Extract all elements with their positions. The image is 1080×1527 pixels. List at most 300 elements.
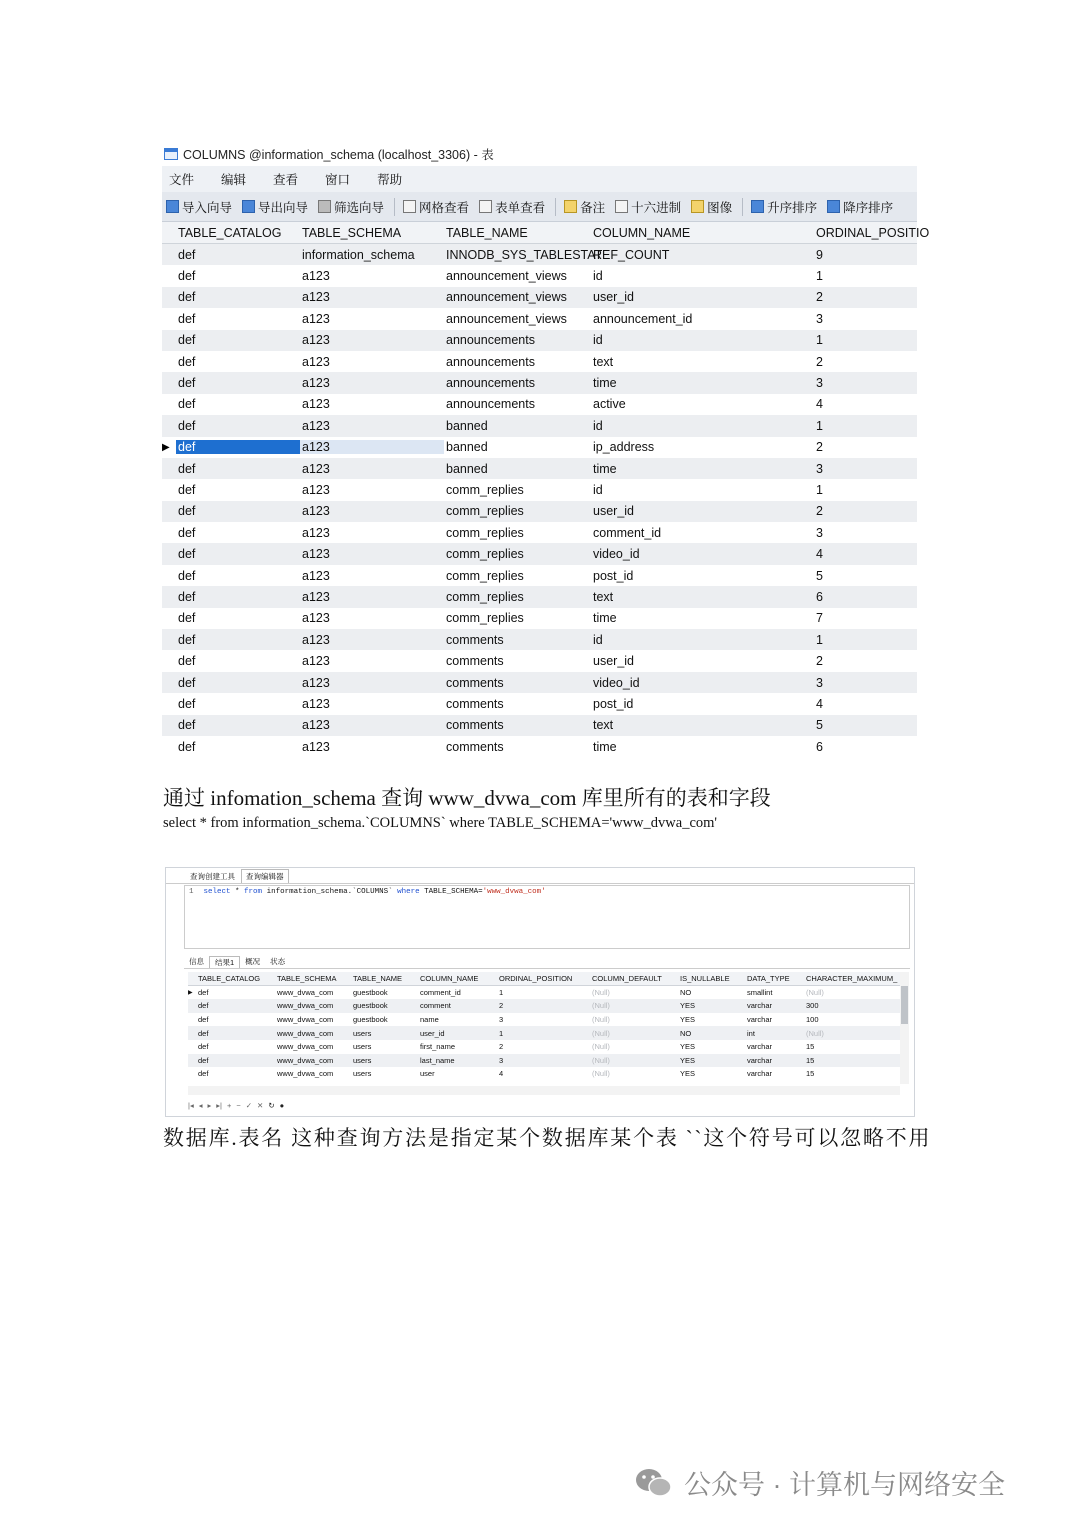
table-cell[interactable]: 3 (816, 461, 823, 476)
memo-button[interactable] (564, 198, 605, 216)
table-row[interactable] (162, 672, 917, 693)
result-cell[interactable]: comment (420, 1001, 451, 1011)
result-cell[interactable]: 3 (499, 1055, 504, 1065)
table-cell[interactable]: a123 (302, 718, 330, 733)
table-cell[interactable]: comments (446, 739, 504, 754)
table-row[interactable] (162, 372, 917, 393)
column-header[interactable]: COLUMN_NAME (420, 973, 479, 983)
table-cell[interactable]: def (178, 568, 196, 583)
table-cell[interactable]: comments (446, 654, 504, 669)
table-cell[interactable]: information_schema (302, 247, 415, 262)
grid-view-button[interactable] (403, 198, 469, 216)
result-cell[interactable]: users (353, 1055, 372, 1065)
table-cell[interactable]: 4 (816, 547, 823, 562)
window-titlebar (162, 142, 917, 166)
editor-tabs (166, 868, 914, 884)
result-row[interactable] (188, 1040, 900, 1054)
result-cell[interactable]: NO (680, 1028, 692, 1038)
table-cell[interactable]: time (593, 461, 617, 476)
table-cell[interactable]: a123 (302, 568, 330, 583)
table-row[interactable] (162, 693, 917, 714)
result-cell[interactable]: (Null) (806, 1028, 824, 1038)
table-cell[interactable]: a123 (302, 632, 330, 647)
table-cell[interactable]: def (178, 461, 196, 476)
result-cell[interactable]: users (353, 1028, 372, 1038)
add-record-icon[interactable]: + (226, 1100, 232, 1110)
column-header[interactable]: TABLE_NAME (353, 973, 403, 983)
table-cell[interactable]: def (178, 269, 196, 284)
sql-text: information_schema.`COLUMNS` (262, 888, 398, 896)
tab-query-editor[interactable]: 查询编辑器 (241, 869, 289, 883)
image-label: 图像 (707, 200, 733, 215)
table-cell[interactable]: a123 (302, 696, 330, 711)
table-cell[interactable]: a123 (302, 397, 330, 412)
table-cell[interactable]: announcement_views (446, 311, 567, 326)
table-cell[interactable]: text (593, 589, 614, 604)
result-cell[interactable]: comment_id (420, 987, 461, 997)
table-row[interactable] (162, 629, 917, 650)
result-cell[interactable]: www_dvwa_com (277, 1001, 334, 1011)
table-cell[interactable]: a123 (302, 376, 330, 391)
table-cell[interactable]: 1 (816, 418, 823, 433)
table-cell[interactable]: comm_replies (446, 547, 524, 562)
table-row[interactable] (162, 608, 917, 629)
table-cell[interactable]: post_id (593, 696, 634, 711)
tab-profile[interactable]: 概况 (245, 957, 261, 966)
wechat-icon (634, 1467, 674, 1499)
sort-asc-icon (751, 200, 764, 213)
result-cell[interactable]: 100 (806, 1015, 819, 1025)
table-cell[interactable]: 1 (816, 482, 823, 497)
result-cell[interactable]: 2 (499, 1001, 504, 1011)
table-cell[interactable]: def (178, 333, 196, 348)
table-cell[interactable]: def (178, 611, 196, 626)
table-cell[interactable]: comm_replies (446, 589, 524, 604)
table-cell[interactable]: def (178, 482, 196, 497)
table-cell[interactable]: a123 (302, 418, 330, 433)
table-row[interactable] (162, 394, 917, 415)
column-header[interactable]: DATA_TYPE (747, 973, 790, 983)
table-row[interactable] (162, 287, 917, 308)
column-header[interactable]: CHARACTER_MAXIMUM_ (806, 973, 898, 983)
table-row[interactable] (162, 479, 917, 500)
refresh-icon[interactable]: ↻ (268, 1100, 275, 1110)
table-cell[interactable]: 6 (816, 739, 823, 754)
tab-status[interactable]: 状态 (270, 957, 286, 966)
result-cell[interactable]: YES (680, 1055, 696, 1065)
result-cell[interactable]: varchar (747, 1055, 773, 1065)
table-cell[interactable]: video_id (593, 547, 640, 562)
menu-file[interactable]: 文件 (169, 173, 195, 187)
result-cell[interactable]: www_dvwa_com (277, 1028, 334, 1038)
result-cell[interactable]: first_name (420, 1042, 456, 1052)
table-cell[interactable]: time (593, 376, 617, 391)
table-cell[interactable]: a123 (302, 482, 330, 497)
table-cell[interactable]: 2 (816, 440, 823, 455)
table-row[interactable] (162, 437, 917, 458)
table-cell[interactable]: 4 (816, 696, 823, 711)
table-cell[interactable]: a123 (302, 589, 330, 604)
table-cell[interactable]: comm_replies (446, 504, 524, 519)
table-cell[interactable]: a123 (302, 547, 330, 562)
record-navigation-bar (188, 1099, 289, 1111)
table-cell[interactable]: 2 (816, 654, 823, 669)
sql-keyword-where: where (397, 888, 420, 896)
result-row[interactable] (188, 999, 900, 1013)
menu-view[interactable]: 查看 (273, 173, 299, 187)
result-cell[interactable]: varchar (747, 1042, 773, 1052)
table-cell[interactable]: announcements (446, 354, 535, 369)
last-record-icon[interactable]: ▸| (216, 1100, 222, 1110)
result-row[interactable] (188, 1054, 900, 1068)
column-header[interactable]: ORDINAL_POSITIO (816, 225, 930, 240)
table-cell[interactable]: 1 (816, 333, 823, 348)
menu-edit[interactable]: 编辑 (221, 173, 247, 187)
export-icon (242, 200, 255, 213)
result-cell[interactable]: (Null) (592, 1055, 610, 1065)
result-cell[interactable]: def (198, 1001, 209, 1011)
result-cell[interactable]: smallint (747, 987, 773, 997)
result-cell[interactable]: 15 (806, 1042, 815, 1052)
toolbar (162, 192, 917, 222)
table-cell[interactable]: def (178, 696, 196, 711)
table-cell[interactable]: text (593, 718, 614, 733)
table-cell[interactable]: 2 (816, 290, 823, 305)
table-cell[interactable]: a123 (302, 354, 330, 369)
result-cell[interactable]: 1 (499, 1028, 504, 1038)
table-cell[interactable]: announcements (446, 376, 535, 391)
table-row[interactable] (162, 543, 917, 564)
table-cell[interactable]: 9 (816, 247, 823, 262)
table-cell[interactable]: id (593, 333, 603, 348)
table-cell[interactable]: def (178, 589, 196, 604)
table-cell[interactable]: def (178, 290, 196, 305)
result-cell[interactable]: 15 (806, 1055, 815, 1065)
column-header[interactable]: ORDINAL_POSITION (499, 973, 573, 983)
result-cell[interactable]: def (198, 1028, 209, 1038)
table-cell[interactable]: active (593, 397, 626, 412)
vertical-scrollbar[interactable] (900, 972, 909, 1084)
result-cell[interactable]: (Null) (592, 1028, 610, 1038)
current-row-arrow-icon: ▶ (188, 989, 193, 996)
table-cell[interactable]: def (178, 504, 196, 519)
result-cell[interactable]: 300 (806, 1001, 819, 1011)
table-cell[interactable]: a123 (302, 461, 330, 476)
table-cell[interactable]: announcement_id (593, 311, 693, 326)
table-cell[interactable]: user_id (593, 504, 634, 519)
result-cell[interactable]: def (198, 987, 209, 997)
table-cell[interactable]: a123 (302, 675, 330, 690)
table-cell[interactable]: 3 (816, 525, 823, 540)
menu-help[interactable]: 帮助 (377, 173, 403, 187)
result-cell[interactable]: (Null) (592, 1015, 610, 1025)
form-view-label: 表单查看 (495, 200, 546, 215)
prev-record-icon[interactable]: ◂ (198, 1100, 203, 1110)
table-cell[interactable]: comm_replies (446, 568, 524, 583)
sql-text: * (230, 888, 245, 896)
table-cell[interactable]: user_id (593, 654, 634, 669)
table-cell[interactable]: id (593, 632, 603, 647)
table-row[interactable] (162, 715, 917, 736)
toolbar-divider (394, 198, 395, 216)
hex-button[interactable] (615, 198, 681, 216)
next-record-icon[interactable]: ▸ (207, 1100, 212, 1110)
column-header[interactable]: TABLE_SCHEMA (302, 225, 402, 240)
table-cell[interactable]: a123 (302, 654, 330, 669)
result-cell[interactable]: def (198, 1042, 209, 1052)
line-number: 1 (189, 888, 194, 896)
sort-desc-button[interactable] (827, 198, 893, 216)
result-cell[interactable]: user (420, 1069, 435, 1079)
result-cell[interactable]: (Null) (592, 1042, 610, 1052)
result-cell[interactable]: name (420, 1015, 439, 1025)
table-row[interactable] (162, 351, 917, 372)
table-cell[interactable]: banned (446, 440, 488, 455)
result-cell[interactable]: YES (680, 1001, 696, 1011)
table-cell[interactable]: def (178, 739, 196, 754)
table-cell[interactable]: announcements (446, 397, 535, 412)
form-view-button[interactable] (479, 198, 545, 216)
table-cell[interactable]: def (178, 247, 196, 262)
table-cell[interactable]: REF_COUNT (593, 247, 670, 262)
table-cell[interactable]: id (593, 418, 603, 433)
result-cell[interactable]: (Null) (592, 1069, 610, 1079)
result-cell[interactable]: guestbook (353, 1001, 388, 1011)
table-cell[interactable]: comm_replies (446, 482, 524, 497)
table-cell[interactable]: a123 (302, 739, 330, 754)
table-cell[interactable]: def (178, 525, 196, 540)
table-cell[interactable]: def (178, 418, 196, 433)
export-wizard-button[interactable] (242, 198, 308, 216)
grid-header-row (162, 222, 930, 244)
table-cell[interactable]: 4 (816, 397, 823, 412)
table-cell[interactable]: announcements (446, 333, 535, 348)
table-cell[interactable]: a123 (302, 504, 330, 519)
table-cell[interactable]: a123 (302, 290, 330, 305)
scroll-thumb[interactable] (901, 986, 908, 1024)
grid-view-label: 网格查看 (419, 200, 470, 215)
table-cell[interactable]: def (176, 440, 300, 454)
tab-result-1[interactable]: 结果1 (209, 956, 240, 968)
table-cell[interactable]: text (593, 354, 614, 369)
table-cell[interactable]: def (178, 376, 196, 391)
watermark (634, 1463, 1005, 1502)
result-cell[interactable]: (Null) (592, 987, 610, 997)
result-cell[interactable]: www_dvwa_com (277, 987, 334, 997)
column-header[interactable]: IS_NULLABLE (680, 973, 730, 983)
table-cell[interactable]: comments (446, 632, 504, 647)
table-cell[interactable]: 1 (816, 632, 823, 647)
stop-icon[interactable]: ● (279, 1100, 285, 1110)
table-window-icon (164, 148, 178, 160)
table-cell[interactable]: INNODB_SYS_TABLESTAT (446, 247, 603, 262)
cancel-icon[interactable]: ✕ (257, 1100, 264, 1110)
menu-window[interactable]: 窗口 (325, 173, 351, 187)
result-row[interactable] (188, 986, 900, 1000)
table-cell[interactable]: comments (446, 718, 504, 733)
table-cell[interactable]: 2 (816, 504, 823, 519)
column-header[interactable]: TABLE_CATALOG (178, 225, 282, 240)
result-tabs (184, 955, 910, 969)
column-header[interactable]: COLUMN_NAME (593, 225, 691, 240)
result-cell[interactable]: def (198, 1055, 209, 1065)
sql-string: 'www_dvwa_com' (482, 888, 546, 896)
table-cell[interactable]: def (178, 354, 196, 369)
column-header[interactable]: TABLE_CATALOG (198, 973, 261, 983)
table-cell[interactable]: comm_replies (446, 611, 524, 626)
tab-query-builder[interactable]: 查询创建工具 (190, 872, 235, 881)
result-cell[interactable]: users (353, 1069, 372, 1079)
table-cell[interactable]: time (593, 611, 617, 626)
caption-db-table-note: 数据库.表名 这种查询方法是指定某个数据库某个表 ``这个符号可以忽略不用 (163, 1126, 932, 1150)
memo-icon (564, 200, 577, 213)
result-cell[interactable]: www_dvwa_com (277, 1015, 334, 1025)
table-cell[interactable]: a123 (302, 269, 330, 284)
table-cell[interactable]: 3 (816, 675, 823, 690)
toolbar-divider (742, 198, 743, 216)
table-row[interactable] (162, 415, 917, 436)
result-row[interactable] (188, 1067, 900, 1081)
menu-bar (162, 166, 917, 192)
table-cell[interactable]: ip_address (593, 440, 655, 455)
result-cell[interactable]: www_dvwa_com (277, 1069, 334, 1079)
table-cell[interactable]: 7 (816, 611, 823, 626)
column-header[interactable]: TABLE_SCHEMA (277, 973, 337, 983)
result-cell[interactable]: NO (680, 987, 692, 997)
table-cell[interactable]: 2 (816, 354, 823, 369)
table-row[interactable] (162, 330, 917, 351)
result-cell[interactable]: (Null) (592, 1001, 610, 1011)
table-cell[interactable]: def (178, 397, 196, 412)
sql-editor[interactable] (184, 885, 910, 949)
result-cell[interactable]: 15 (806, 1069, 815, 1079)
result-cell[interactable]: varchar (747, 1069, 773, 1079)
table-cell[interactable]: a123 (302, 611, 330, 626)
memo-label: 备注 (580, 200, 606, 215)
table-cell[interactable]: def (178, 654, 196, 669)
image-button[interactable] (691, 198, 732, 216)
result-cell[interactable]: def (198, 1015, 209, 1025)
result-cell[interactable]: YES (680, 1042, 696, 1052)
toolbar-divider (555, 198, 556, 216)
table-cell[interactable]: def (178, 718, 196, 733)
horizontal-scrollbar[interactable] (188, 1086, 900, 1095)
table-row[interactable] (162, 308, 917, 329)
import-wizard-button[interactable] (166, 198, 232, 216)
table-cell[interactable]: video_id (593, 675, 640, 690)
import-icon (166, 200, 179, 213)
result-cell[interactable]: users (353, 1042, 372, 1052)
column-header[interactable]: COLUMN_DEFAULT (592, 973, 662, 983)
tab-info[interactable]: 信息 (189, 957, 204, 966)
table-cell[interactable]: def (178, 632, 196, 647)
table-cell[interactable]: announcement_views (446, 290, 567, 305)
watermark-text: 公众号 · 计算机与网络安全 (684, 1470, 1005, 1500)
table-cell[interactable]: time (593, 739, 617, 754)
result-cell[interactable]: int (747, 1028, 755, 1038)
hex-icon (615, 200, 628, 213)
result-cell[interactable]: varchar (747, 1001, 773, 1011)
first-record-icon[interactable]: |◂ (188, 1100, 194, 1110)
result-cell[interactable]: def (198, 1069, 209, 1079)
filter-icon (318, 200, 331, 213)
delete-record-icon[interactable]: − (236, 1100, 241, 1110)
result-cell[interactable]: www_dvwa_com (277, 1055, 334, 1065)
result-header-row (188, 972, 900, 986)
table-row[interactable] (162, 565, 917, 586)
table-row[interactable] (162, 501, 917, 522)
result-cell[interactable]: 4 (499, 1069, 504, 1079)
table-cell[interactable]: a123 (302, 333, 330, 348)
table-row[interactable] (162, 586, 917, 607)
table-cell[interactable]: def (178, 311, 196, 326)
table-cell[interactable]: a123 (300, 440, 444, 454)
table-cell[interactable]: announcement_views (446, 269, 567, 284)
table-cell[interactable]: comment_id (593, 525, 662, 540)
table-cell[interactable]: id (593, 269, 603, 284)
table-cell[interactable]: 5 (816, 718, 823, 733)
result-cell[interactable]: last_name (420, 1055, 455, 1065)
table-cell[interactable]: user_id (593, 290, 634, 305)
result-cell[interactable]: user_id (420, 1028, 445, 1038)
result-cell[interactable]: varchar (747, 1015, 773, 1025)
table-row[interactable] (162, 244, 917, 265)
form-icon (479, 200, 492, 213)
table-cell[interactable]: comments (446, 696, 504, 711)
table-cell[interactable]: banned (446, 461, 488, 476)
table-row[interactable] (162, 736, 917, 757)
table-row[interactable] (162, 265, 917, 286)
table-cell[interactable]: a123 (302, 311, 330, 326)
result-cell[interactable]: 1 (499, 987, 504, 997)
table-cell[interactable]: 1 (816, 269, 823, 284)
result-cell[interactable]: guestbook (353, 1015, 388, 1025)
result-cell[interactable]: guestbook (353, 987, 388, 997)
result-cell[interactable]: YES (680, 1069, 696, 1079)
filter-wizard-button[interactable] (318, 198, 384, 216)
table-cell[interactable]: 3 (816, 311, 823, 326)
table-cell[interactable]: a123 (302, 525, 330, 540)
result-cell[interactable]: (Null) (806, 987, 824, 997)
table-cell[interactable]: comm_replies (446, 525, 524, 540)
sql-text: TABLE_SCHEMA= (419, 888, 483, 896)
result-cell[interactable]: 2 (499, 1042, 504, 1052)
result-cell[interactable]: 3 (499, 1015, 504, 1025)
column-header[interactable]: TABLE_NAME (446, 225, 528, 240)
table-row[interactable] (162, 650, 917, 671)
result-cell[interactable]: YES (680, 1015, 696, 1025)
table-row[interactable] (162, 522, 917, 543)
result-grid (188, 972, 900, 1081)
table-cell[interactable]: post_id (593, 568, 634, 583)
table-cell[interactable]: def (178, 675, 196, 690)
sort-asc-button[interactable] (751, 198, 817, 216)
table-cell[interactable]: 3 (816, 376, 823, 391)
result-row[interactable] (188, 1026, 900, 1040)
table-cell[interactable]: banned (446, 418, 488, 433)
table-row[interactable] (162, 458, 917, 479)
image-icon (691, 200, 704, 213)
table-cell[interactable]: 6 (816, 589, 823, 604)
apply-icon[interactable]: ✓ (245, 1100, 253, 1110)
result-cell[interactable]: www_dvwa_com (277, 1042, 334, 1052)
export-wizard-label: 导出向导 (258, 200, 309, 215)
result-row[interactable] (188, 1013, 900, 1027)
table-cell[interactable]: id (593, 482, 603, 497)
table-cell[interactable]: comments (446, 675, 504, 690)
table-cell[interactable]: 5 (816, 568, 823, 583)
table-cell[interactable]: def (178, 547, 196, 562)
